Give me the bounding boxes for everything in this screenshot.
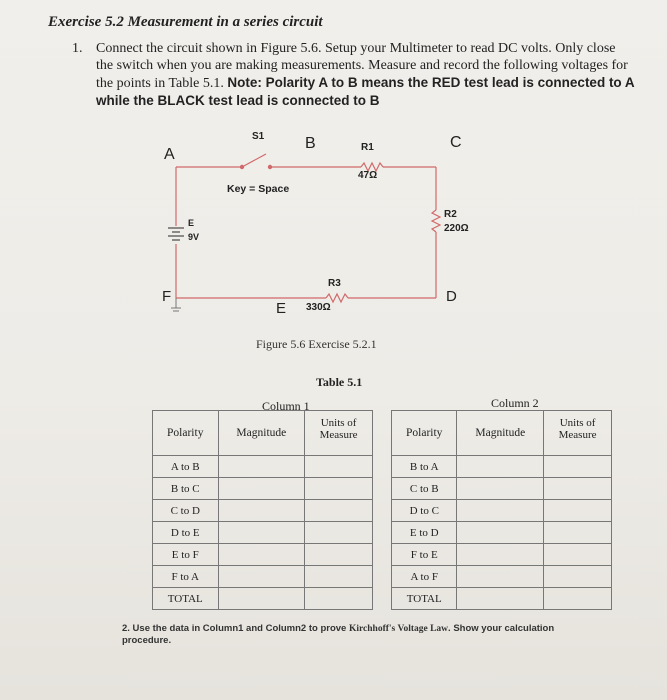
col1-polarity-cell: E to F: [153, 544, 219, 566]
node-d-label: D: [446, 288, 457, 305]
col2-units-header: [544, 411, 612, 456]
measurement-table: [152, 410, 612, 610]
column-separator: [372, 478, 391, 500]
col2-polarity-cell: F to E: [391, 544, 457, 566]
col2-units-cell[interactable]: [544, 478, 612, 500]
question-2-law: Kirchhoff's Voltage Law: [348, 624, 449, 634]
col1-units-cell[interactable]: [305, 544, 373, 566]
col2-total-cell: TOTAL: [391, 588, 457, 610]
col2-units-cell[interactable]: [544, 456, 612, 478]
resistor-r2-symbol: [432, 210, 440, 232]
col2-magnitude-cell[interactable]: [457, 456, 544, 478]
col2-magnitude-cell[interactable]: [457, 522, 544, 544]
col1-magnitude-cell[interactable]: [218, 500, 305, 522]
r3-label: R3: [328, 278, 341, 289]
col2-units-cell[interactable]: [544, 566, 612, 588]
col1-polarity-header: Polarity: [153, 411, 219, 456]
question-2-text: [122, 623, 572, 647]
col1-total-cell: TOTAL: [153, 588, 219, 610]
question-1-number: 1.: [72, 41, 83, 56]
col2-units-cell[interactable]: [544, 544, 612, 566]
col1-units-cell[interactable]: [305, 456, 373, 478]
r2-label: R2: [444, 209, 457, 220]
col2-magnitude-cell[interactable]: [457, 478, 544, 500]
switch-lever: [242, 154, 266, 167]
col1-polarity-cell: D to E: [153, 522, 219, 544]
node-f-label: F: [162, 288, 172, 305]
question-2-outro: . Show your calculation procedure.: [122, 623, 555, 646]
col2-polarity-cell: E to D: [391, 522, 457, 544]
figure-caption: Figure 5.6 Exercise 5.2.1: [256, 337, 377, 351]
col2-magnitude-cell[interactable]: [457, 588, 544, 610]
node-b-label: B: [305, 135, 316, 152]
col2-polarity-header: Polarity: [391, 411, 457, 456]
col1-units-cell[interactable]: [305, 522, 373, 544]
col1-polarity-cell: B to C: [153, 478, 219, 500]
question-1-instructions: Connect the circuit shown in Figure 5.6. Setup your Multimeter to read DC volts. Only close the switch when you are making measurements. Measure and record the following voltages for the points in Table 5.1.: [96, 41, 628, 91]
column-separator: [372, 411, 391, 456]
table-row: [153, 588, 612, 610]
column-separator: [372, 456, 391, 478]
col2-units-cell[interactable]: [544, 588, 612, 610]
node-a-label: A: [164, 146, 175, 163]
col1-magnitude-cell[interactable]: [218, 478, 305, 500]
col1-units-cell[interactable]: [305, 588, 373, 610]
col1-polarity-cell: A to B: [153, 456, 219, 478]
table-row: [153, 544, 612, 566]
col2-units-line1: Units of: [559, 417, 596, 429]
col1-magnitude-header: Magnitude: [218, 411, 305, 456]
r2-value: 220Ω: [444, 223, 469, 234]
col1-units-cell[interactable]: [305, 478, 373, 500]
question-1-note: Note: Polarity A to B means the RED test lead is connected to A while the BLACK test lead is connected to B: [96, 75, 635, 108]
col1-polarity-cell: C to D: [153, 500, 219, 522]
column-1-title: Column 1: [262, 399, 310, 413]
column-separator: [372, 500, 391, 522]
resistor-r3-symbol: [326, 294, 348, 302]
switch-label: S1: [252, 131, 265, 142]
circuit-diagram: [140, 130, 500, 330]
node-e-label: E: [276, 300, 287, 317]
col2-polarity-cell: D to C: [391, 500, 457, 522]
table-row: [153, 478, 612, 500]
col2-magnitude-cell[interactable]: [457, 566, 544, 588]
col1-units-line2: Measure: [319, 429, 358, 441]
col2-units-cell[interactable]: [544, 500, 612, 522]
column-separator: [372, 566, 391, 588]
question-1-text: [96, 40, 636, 110]
node-c-label: C: [450, 134, 462, 151]
table-header-row: [153, 411, 612, 456]
table-row: [153, 522, 612, 544]
col1-polarity-cell: F to A: [153, 566, 219, 588]
question-2-intro: 2. Use the data in Column1 and Column2 to prove: [122, 623, 347, 634]
column-separator: [372, 522, 391, 544]
battery-value: 9V: [188, 232, 200, 242]
col1-units-line1: Units of: [320, 417, 357, 429]
col1-units-cell[interactable]: [305, 500, 373, 522]
col1-magnitude-cell[interactable]: [218, 588, 305, 610]
table-row: [153, 566, 612, 588]
col2-polarity-cell: C to B: [391, 478, 457, 500]
col1-magnitude-cell[interactable]: [218, 522, 305, 544]
battery-label: E: [188, 218, 195, 228]
table-title: Table 5.1: [316, 375, 363, 389]
column-separator: [372, 588, 391, 610]
table-row: [153, 456, 612, 478]
col2-magnitude-header: Magnitude: [457, 411, 544, 456]
col1-magnitude-cell[interactable]: [218, 544, 305, 566]
column-separator: [372, 544, 391, 566]
col1-magnitude-cell[interactable]: [218, 566, 305, 588]
col2-polarity-cell: B to A: [391, 456, 457, 478]
col2-units-cell[interactable]: [544, 522, 612, 544]
r1-value: 47Ω: [358, 170, 378, 181]
col1-magnitude-cell[interactable]: [218, 456, 305, 478]
column-2-title: Column 2: [491, 396, 539, 410]
ground-symbol: [171, 298, 181, 311]
table-row: [153, 500, 612, 522]
col2-units-line2: Measure: [558, 429, 597, 441]
key-label: Key = Space: [227, 183, 290, 195]
col2-magnitude-cell[interactable]: [457, 500, 544, 522]
exercise-title: Exercise 5.2 Measurement in a series circuit: [48, 14, 323, 30]
col1-units-cell[interactable]: [305, 566, 373, 588]
switch-contact-right: [268, 165, 271, 168]
col1-units-header: [305, 411, 373, 456]
r3-value: 330Ω: [306, 302, 331, 313]
col2-polarity-cell: A to F: [391, 566, 457, 588]
col2-magnitude-cell[interactable]: [457, 544, 544, 566]
battery-symbol: [168, 228, 184, 240]
r1-label: R1: [361, 142, 374, 153]
